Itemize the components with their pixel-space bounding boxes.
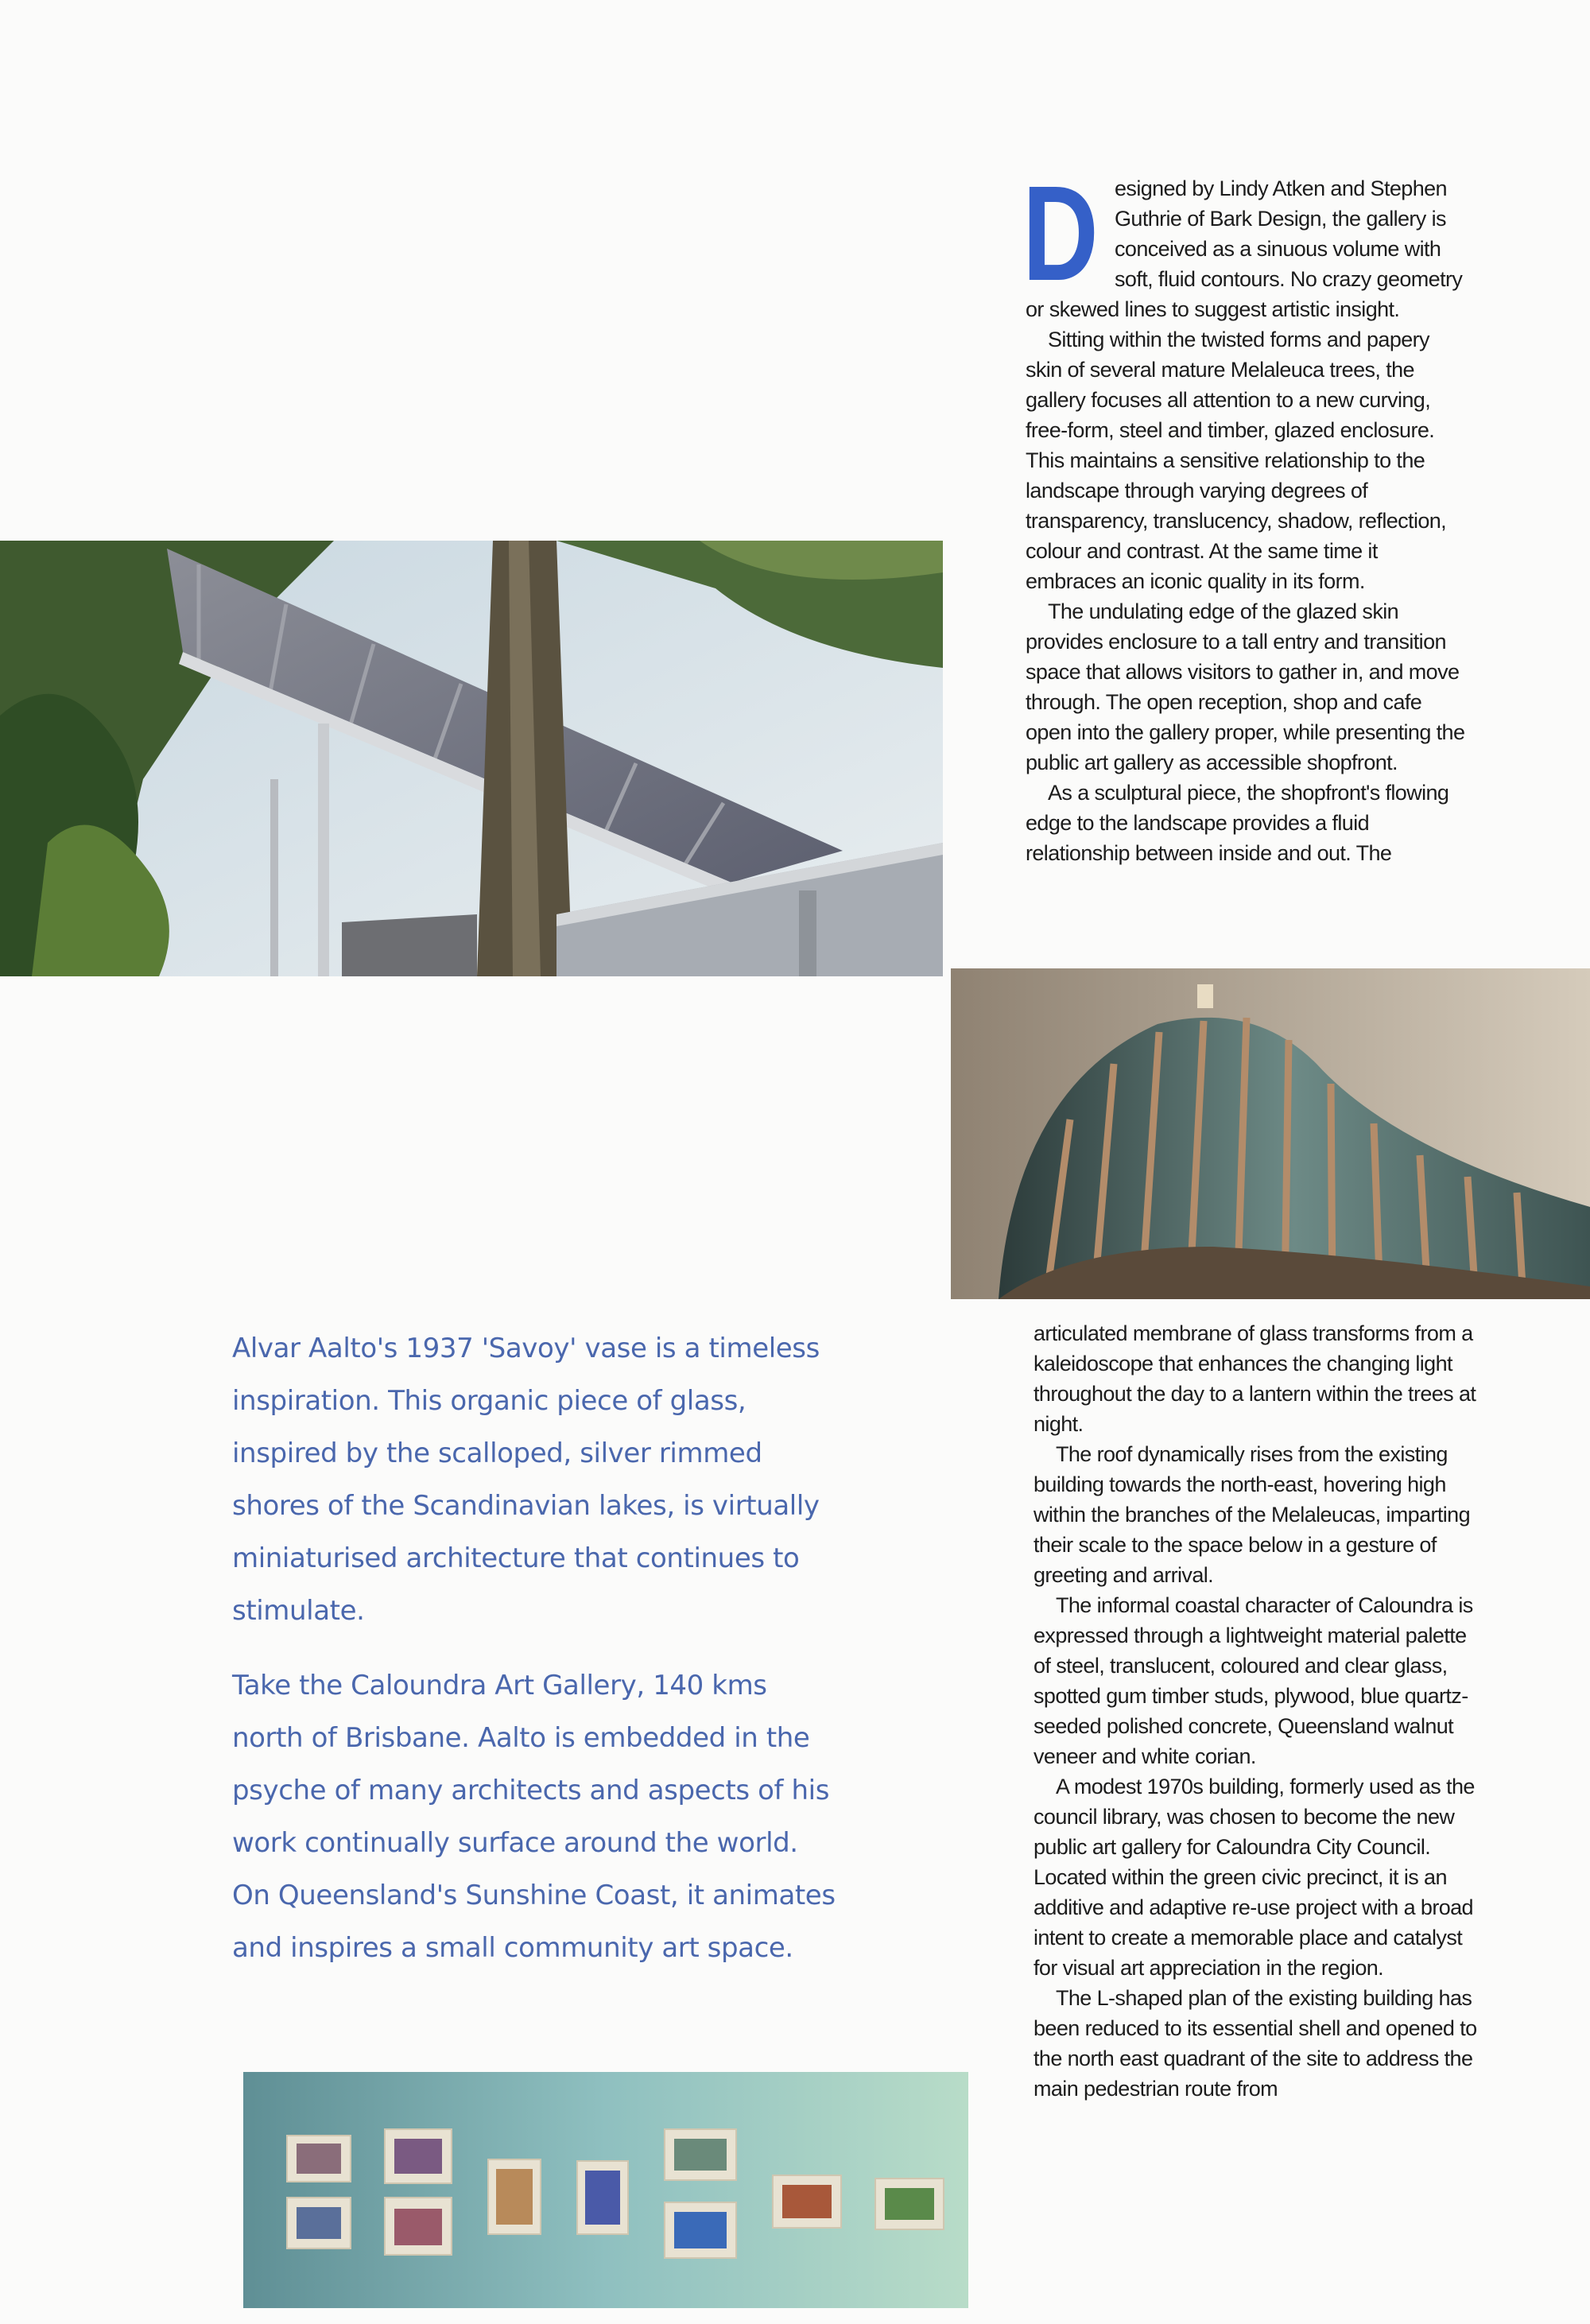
photo-glass-facade [951, 968, 1590, 1299]
article-paragraph: esigned by Lindy Atken and Stephen Guthrie of Bark Design, the gallery is conceived as a sinuous volume with soft, fluid contours. No crazy geometry or skewed lines to suggest artistic insight. [1026, 177, 1463, 321]
photo-roof-canopy [0, 541, 943, 976]
article-paragraph: The undulating edge of the glazed skin provides enclosure to a tall entry and transition space that allows visitors to gather in, and move through. The open reception, shop and cafe open into the gallery proper, while presenting the public art gallery as accessible shopfront. [1026, 599, 1465, 774]
pull-quote-paragraph: Take the Caloundra Art Gallery, 140 kms north of Brisbane. Aalto is embedded in the psyche of many architects and aspects of his work continually surface around the world. On Queensland's Sunshine Coast, it animates and inspires a small community art space. [232, 1670, 836, 1964]
photo-gallery-wall [243, 2072, 968, 2308]
pull-quote-paragraph: Alvar Aalto's 1937 'Savoy' vase is a timeless inspiration. This organic piece of glass, inspired by the scalloped, silver rimmed shores of the Scandinavian lakes, is virtually miniaturised architecture that continues to stimulate. [232, 1333, 820, 1627]
article-paragraph: The L-shaped plan of the existing building has been reduced to its essential shell and opened to the north east quadrant of the site to address the main pedestrian route from [1034, 1986, 1477, 2101]
article-paragraph: The roof dynamically rises from the existing building towards the north-east, hovering high within the branches of the Melaleucas, imparting their scale to the space below in a gesture of greeting and arrival. [1034, 1442, 1471, 1587]
drop-cap: D [1022, 158, 1099, 309]
pull-quote [232, 1322, 836, 1996]
article-paragraph: articulated membrane of glass transforms from a kaleidoscope that enhances the changing light throughout the day to a lantern within the trees at night. [1034, 1321, 1476, 1436]
article-paragraph: As a sculptural piece, the shopfront's flowing edge to the landscape provides a fluid relationship between inside and out. The [1026, 781, 1449, 865]
article-paragraph: The informal coastal character of Caloundra is expressed through a lightweight material palette of steel, translucent, coloured and clear glass, spotted gum timber studs, plywood, blue quartz-seeded polished concrete, Queensland walnut veneer and white corian. [1034, 1593, 1473, 1768]
article-column-top [1022, 158, 1471, 868]
article-paragraph: Sitting within the twisted forms and papery skin of several mature Melaleuca trees, the gallery focuses all attention to a new curving, free-form, steel and timber, glazed enclosure. This maintains a sensitive relationship to the landscape through varying degrees of transparency, translucency, shadow, reflection, colour and contrast. At the same time it embraces an iconic quality in its form. [1026, 328, 1447, 593]
article-paragraph: A modest 1970s building, formerly used as the council library, was chosen to become the new public art gallery for Caloundra City Council. Located within the green civic precinct, it is an additive and adaptive re-use project with a broad intent to create a memorable place and catalyst for visual art appreciation in the region. [1034, 1775, 1475, 1980]
article-column-bottom [1034, 1318, 1487, 2104]
